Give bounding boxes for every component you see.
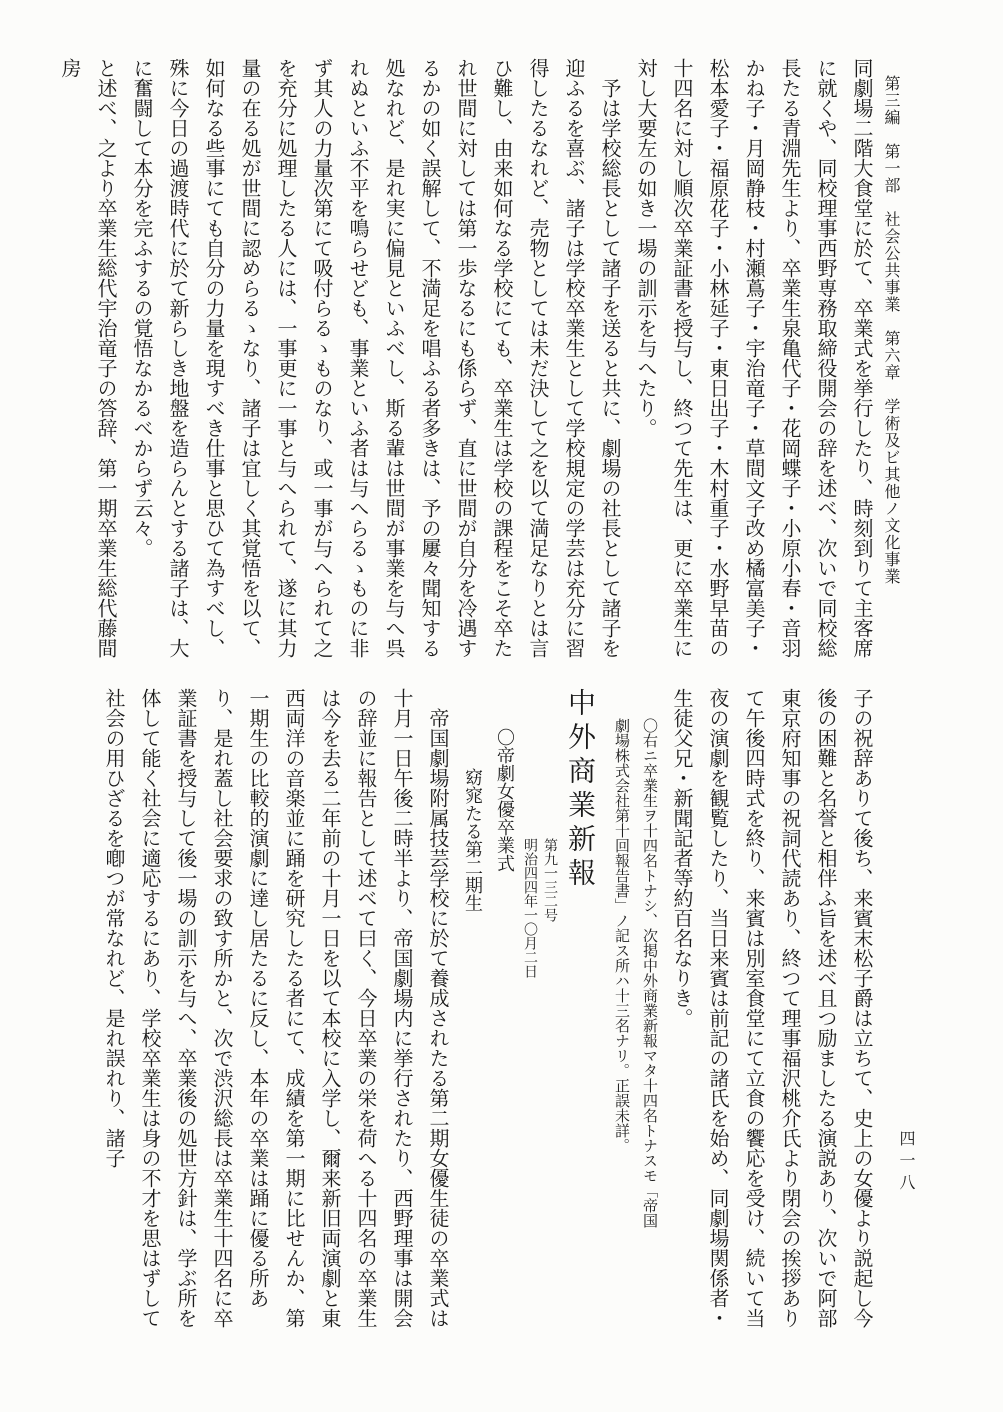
note-line: 〇右ニ卒業生ヲ十四名トナシ、次掲中外商業新報マタ十四名トナスモ「帝国 [641,718,659,1228]
headline: 〇帝劇女優卒業式 [494,728,515,872]
article-headline [456,688,520,1338]
issue-number: 第九一三二号 [542,838,558,922]
page-number: 四一八 [897,1130,916,1196]
note-line: 劇場株式会社第十回報告書」ノ記ス所ハ十三名ナリ。正誤未詳。 [613,718,631,1153]
issue-date: 明治四四年一〇月二日 [522,838,538,978]
upper-text-block [58,58,880,668]
paragraph: 同劇場二階大食堂に於て、卒業式を挙行したり、時刻到りて主客席に就くや、同校理事西野専務取締役開会の辞を述べ、次いで同校総長たる青淵先生より、卒業生泉亀代子・花岡蝶子・小原小春・音羽かね子・月岡静枝・村瀬蔦子・宇治竜子・草間文子改め橘富美子・松本愛子・福原花子・小林延子・東日出子・木村重子・水野早苗の十四名に対し順次卒業証書を授与し、終つて先生は、更に卒業生に対し大要左の如き一場の訓示を与へたり。 [634,58,874,658]
running-header: 第三編 第一部 社会公共事業 第六章 学術及ビ其他ノ文化事業 [882,75,901,585]
subheadline: 窈窕たる第二期生 [462,768,483,912]
speech-paragraph: 予は学校総長として諸子を送ると共に、劇場の社長として諸子を迎ふるを喜ぶ、諸子は学校卒業生として学校規定の学芸は充分に習得したるなれど、売物としては未だ決して之を以て満足なりとは言ひ難し、由来如何なる学校にても、卒業生は学校の課程をこそ卒たれ世間に対しては第一歩なるにも係らず、直に世間が自分を冷遇するかの如く誤解して、不満足を唱ふる者多きは、予の屢々聞知する処なれど、是れ実に偏見といふべし、斯る輩は世間が事業を与へ呉れぬといふ不平を鳴らせども、事業といふ者は与へらるゝものに非ず其人の力量次第にて吸付らるゝものなり、或一事が与へられて之を充分に処理したる人には、一事更に一事と与へられて、遂に其力量の在る処が世間に認めらるゝなり、諸子は宜しく其覚悟を以て、如何なる些事にても自分の力量を現すべき仕事と思ひて為すべし、殊に今日の過渡時代に於て新らしき地盤を造らんとする諸子は、大に奮闘して本分を完ふするの覚悟なかるべからず云々。 [130,58,622,658]
newspaper-info [520,688,560,1338]
article-paragraph: 帝国劇場附属技芸学校に於て養成されたる第二期女優生徒の卒業式は十月一日午後二時半より、帝国劇場内に挙行されたり、西野理事は開会の辞並に報告として述べて曰く、今日卒業の栄を荷へる十四名の卒業生は今を去る二年前の十月一日を以て本校に入学し、爾来新旧両演劇と東西両洋の音楽並に踊を研究したる者にて、成績を第一期に比せんか、第一期生の比較的演劇に達し居たるに反し、本年の卒業は踊に優る所あり、是れ蓋し社会要求の致す所かと、次で渋沢総長は卒業生十四名に卒業証書を授与して後一場の訓示を与へ、卒業後の処世方針は、学ぶ所を体して能く社会に適応するにあり、学校卒業生は身の不才を思はずして社会の用ひざるを喞つが常なれど、是れ誤れり、諸子 [102,688,450,1328]
lower-text-block [80,688,880,1338]
newspaper-title: 中外商業新報 [564,688,597,892]
paragraph: と述べ、之より卒業生総代宇治竜子の答辞、第一期卒業生総代藤間房 [58,58,118,658]
paragraph: 子の祝辞ありて後ち、来賓末松子爵は立ちて、史上の女優より説起し今後の困難と名誉と相伴ふ旨を述べ且つ励ましたる演説あり、次いで阿部東京府知事の祝詞代読あり、終つて理事福沢桃介氏より閉会の挨拶ありて午後四時式を終り、来賓は別室食堂にて立食の饗応を受け、続いて当夜の演劇を観覧したり、当日来賓は前記の諸氏を始め、同劇場関係者・生徒父兄・新聞記者等約百名なりき。 [670,688,874,1328]
editorial-note [608,688,664,1338]
